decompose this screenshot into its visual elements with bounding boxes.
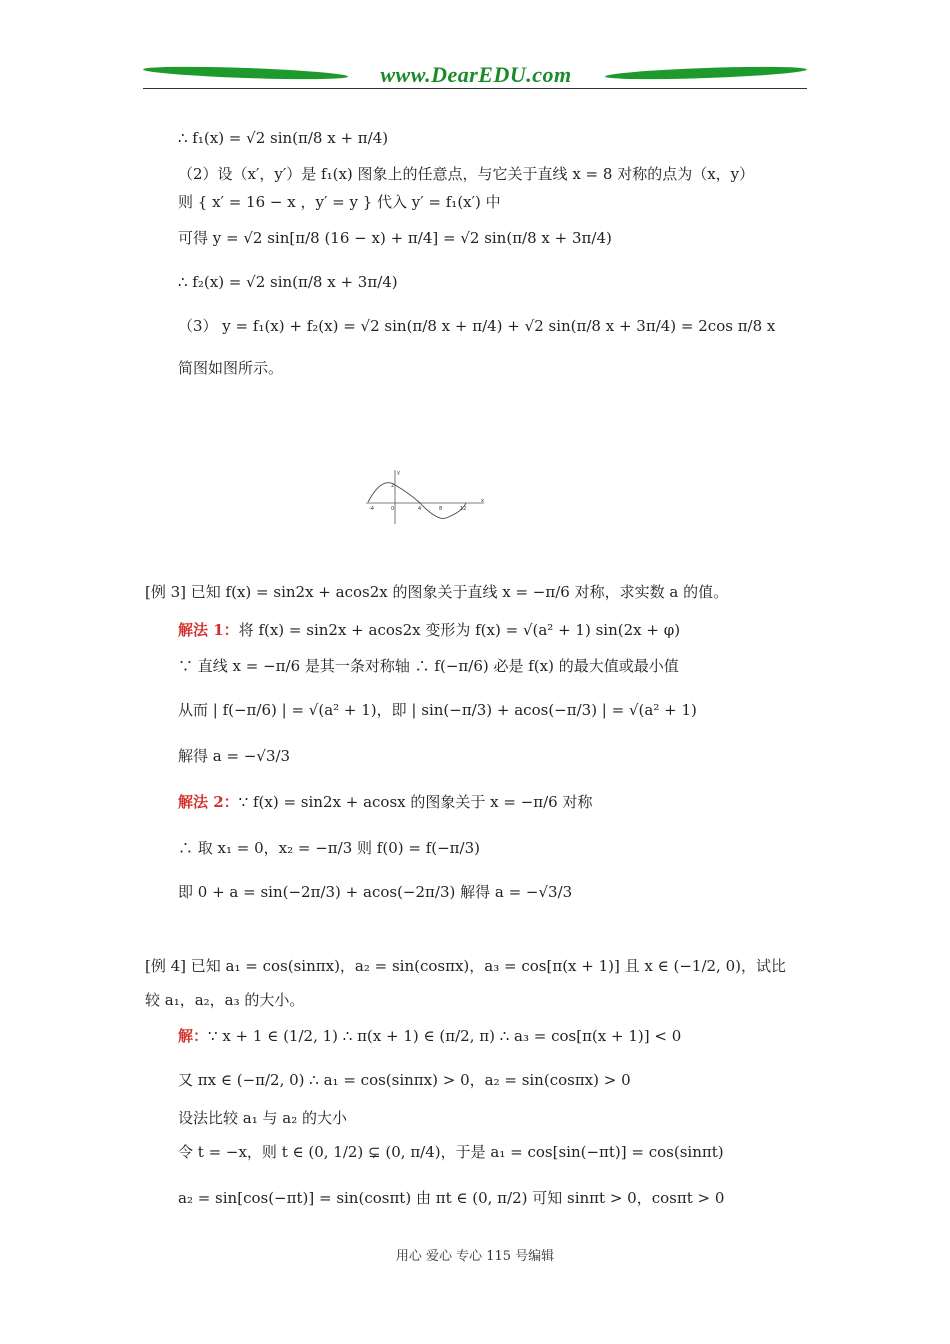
page-footer: 用心 爱心 专心 115 号编辑 — [395, 1249, 555, 1264]
example3-m1-line2: ∵ 直线 x = −π/6 是其一条对称轴 ∴ f(−π/6) 必是 f(x) 的最大值或最小值 — [178, 657, 679, 675]
line-derive-y: 可得 y = √2 sin[π/8 (16 − x) + π/4] = √2 sin(π/8 x + 3π/4) — [178, 229, 612, 247]
line-sketch-caption: 简图如图所示。 — [178, 359, 284, 377]
example3-method2 — [178, 792, 593, 812]
x-tick-4: 4 — [418, 506, 422, 512]
example3-m1-line3: 从而 | f(−π/6) | = √(a² + 1)，即 | sin(−π/3) + acos(−π/3) | = √(a² + 1) — [178, 701, 697, 719]
y-tick-label: 2 — [391, 483, 395, 489]
page-header — [143, 60, 807, 96]
line-f2: ∴ f₂(x) = √2 sin(π/8 x + 3π/4) — [178, 273, 398, 291]
example4-stem1: [例 4] 已知 a₁ = cos(sinπx)，a₂ = sin(cosπx)，a₃ = cos[π(x + 1)] 且 x ∈ (−1/2, 0)，试比 — [145, 957, 786, 975]
method1-label: 解法 1： — [178, 621, 239, 639]
y-axis-label: y — [397, 470, 400, 476]
method2-label: 解法 2： — [178, 793, 239, 811]
leaf-decoration-right — [605, 64, 807, 81]
example3-stem: [例 3] 已知 f(x) = sin2x + acos2x 的图象关于直线 x = −π/6 对称，求实数 a 的值。 — [145, 583, 729, 601]
solution-label: 解： — [178, 1027, 209, 1045]
example3-m1-line4: 解得 a = −√3/3 — [178, 747, 291, 765]
curve — [368, 483, 466, 519]
x-tick-12: 12 — [460, 506, 467, 512]
example3-method1 — [178, 620, 680, 640]
method1-line1: 将 f(x) = sin2x + acos2x 变形为 f(x) = √(a² + 1) sin(2x + φ) — [238, 621, 681, 639]
example3-m2-line2: ∴ 取 x₁ = 0，x₂ = −π/3 则 f(0) = f(−π/3) — [178, 839, 480, 857]
x-tick-8: 8 — [439, 506, 443, 512]
example3-m2-line3: 即 0 + a = sin(−2π/3) + acos(−2π/3) 解得 a = −√3/3 — [178, 883, 573, 901]
cosine-sketch — [362, 466, 490, 526]
example4-solution — [178, 1026, 681, 1046]
line-part2-setup: （2）设（x′，y′）是 f₁(x) 图象上的任意点，与它关于直线 x = 8 对称的点为（x，y） — [178, 165, 755, 183]
example4-line4: 令 t = −x，则 t ∈ (0, 1/2) ⊊ (0, π/4)，于是 a₁ = cos[sin(−πt)] = cos(sinπt) — [178, 1143, 724, 1161]
x-tick-neg4: -4 — [369, 506, 374, 512]
line-part3: （3） y = f₁(x) + f₂(x) = √2 sin(π/8 x + π/4) + √2 sin(π/8 x + 3π/4) = 2cos π/8 x — [178, 317, 776, 335]
site-logo-text: www.DearEDU.com — [380, 62, 572, 87]
example4-line2: 又 πx ∈ (−π/2, 0) ∴ a₁ = cos(sinπx) > 0，a₂ = sin(cosπx) > 0 — [178, 1071, 631, 1089]
solution-line1: ∵ x + 1 ∈ (1/2, 1) ∴ π(x + 1) ∈ (π/2, π) ∴ a₃ = cos[π(x + 1)] < 0 — [208, 1027, 682, 1045]
method2-line1: ∵ f(x) = sin2x + acosx 的图象关于 x = −π/6 对称 — [238, 793, 593, 811]
example4-line5: a₂ = sin[cos(−πt)] = sin(cosπt) 由 πt ∈ (0, π/2) 可知 sinπt > 0，cosπt > 0 — [178, 1189, 725, 1207]
header-rule — [143, 88, 807, 89]
line-substitution: 则 { x′ = 16 − x ，y′ = y } 代入 y′ = f₁(x′) 中 — [178, 193, 501, 211]
x-tick-0: 0 — [391, 506, 395, 512]
x-axis-label: x — [481, 498, 484, 504]
leaf-decoration-left — [143, 64, 348, 81]
line-f1: ∴ f₁(x) = √2 sin(π/8 x + π/4) — [178, 129, 389, 147]
example4-line3: 设法比较 a₁ 与 a₂ 的大小 — [178, 1109, 347, 1127]
example4-stem2: 较 a₁，a₂，a₃ 的大小。 — [145, 991, 305, 1009]
